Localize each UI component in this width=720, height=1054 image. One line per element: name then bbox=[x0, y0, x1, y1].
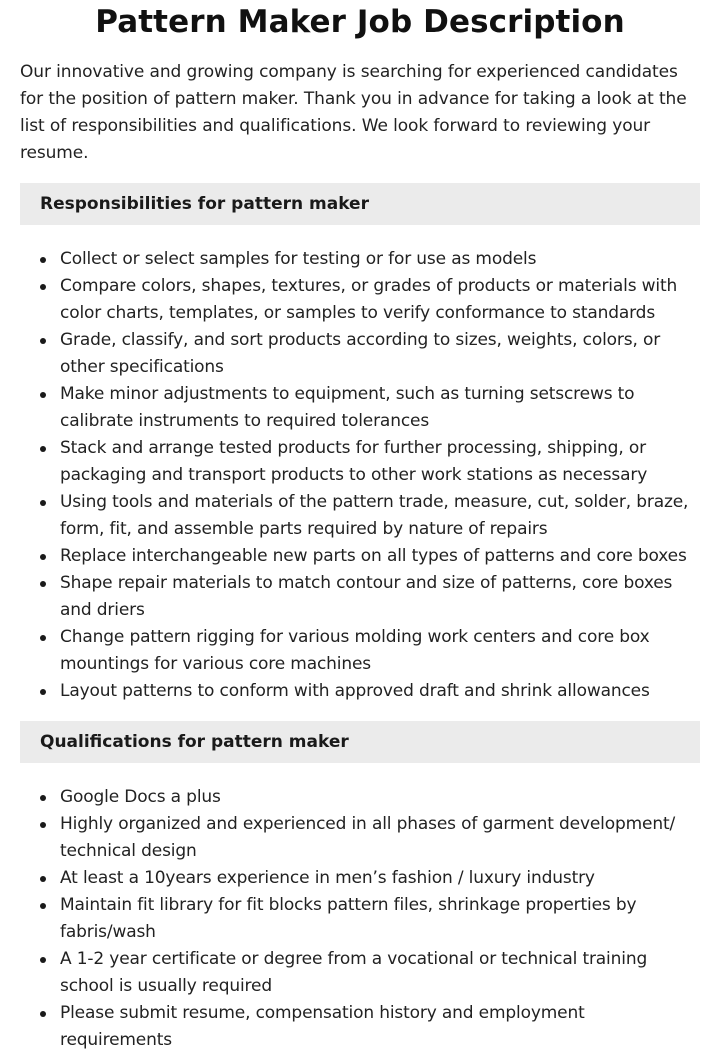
bullet-icon bbox=[40, 554, 46, 560]
list-item-text: A 1-2 year certificate or degree from a vocational or technical training school is usually required bbox=[60, 949, 648, 996]
list-item bbox=[60, 678, 700, 705]
bullet-icon bbox=[40, 446, 46, 452]
list-item bbox=[60, 570, 700, 624]
list-item-text: Using tools and materials of the pattern trade, measure, cut, solder, braze, form, fit, and assemble parts required by nature of repairs bbox=[60, 492, 689, 539]
bullet-icon bbox=[40, 822, 46, 828]
bullet-icon bbox=[40, 876, 46, 882]
list-item bbox=[60, 381, 700, 435]
list-item bbox=[60, 1000, 700, 1054]
list-item bbox=[60, 543, 700, 570]
page-title: Pattern Maker Job Description bbox=[95, 4, 625, 40]
list-item-text: Google Docs a plus bbox=[60, 787, 221, 807]
list-item bbox=[60, 865, 700, 892]
list-item-text: Shape repair materials to match contour and size of patterns, core boxes and driers bbox=[60, 573, 673, 620]
bullet-icon bbox=[40, 284, 46, 290]
list-item-text: Maintain fit library for fit blocks pattern files, shrinkage properties by fabris/wash bbox=[60, 895, 637, 942]
responsibilities-heading: Responsibilities for pattern maker bbox=[20, 183, 700, 225]
intro-paragraph: Our innovative and growing company is searching for experienced candidates for the position of pattern maker. Thank you in advance for taking a look at the list of responsibilities and qualifications. We look forward to reviewing your resume. bbox=[20, 62, 687, 163]
list-item-text: Compare colors, shapes, textures, or grades of products or materials with color charts, templates, or samples to verify conformance to standards bbox=[60, 276, 678, 323]
list-item bbox=[60, 811, 700, 865]
list-item bbox=[60, 489, 700, 543]
list-item-text: Replace interchangeable new parts on all types of patterns and core boxes bbox=[60, 546, 687, 566]
list-item-text: At least a 10years experience in men’s fashion / luxury industry bbox=[60, 868, 595, 888]
list-item-text: Please submit resume, compensation history and employment requirements bbox=[60, 1003, 585, 1050]
bullet-icon bbox=[40, 635, 46, 641]
bullet-icon bbox=[40, 392, 46, 398]
bullet-icon bbox=[40, 689, 46, 695]
list-item-text: Collect or select samples for testing or for use as models bbox=[60, 249, 537, 269]
list-item bbox=[60, 327, 700, 381]
qualifications-list bbox=[20, 784, 700, 1054]
list-item bbox=[60, 784, 700, 811]
list-item bbox=[60, 892, 700, 946]
bullet-icon bbox=[40, 795, 46, 801]
responsibilities-list bbox=[20, 246, 700, 705]
bullet-icon bbox=[40, 257, 46, 263]
bullet-icon bbox=[40, 500, 46, 506]
bullet-icon bbox=[40, 1011, 46, 1017]
list-item-text: Make minor adjustments to equipment, such as turning setscrews to calibrate instruments to required tolerances bbox=[60, 384, 635, 431]
list-item-text: Stack and arrange tested products for further processing, shipping, or packaging and transport products to other work stations as necessary bbox=[60, 438, 648, 485]
list-item-text: Grade, classify, and sort products according to sizes, weights, colors, or other specifications bbox=[60, 330, 661, 377]
bullet-icon bbox=[40, 338, 46, 344]
list-item bbox=[60, 435, 700, 489]
list-item-text: Change pattern rigging for various molding work centers and core box mountings for various core machines bbox=[60, 627, 650, 674]
bullet-icon bbox=[40, 581, 46, 587]
list-item-text: Layout patterns to conform with approved draft and shrink allowances bbox=[60, 681, 650, 701]
qualifications-heading: Qualifications for pattern maker bbox=[20, 721, 700, 763]
list-item bbox=[60, 946, 700, 1000]
bullet-icon bbox=[40, 903, 46, 909]
list-item bbox=[60, 624, 700, 678]
list-item bbox=[60, 273, 700, 327]
list-item bbox=[60, 246, 700, 273]
list-item-text: Highly organized and experienced in all phases of garment development/ technical design bbox=[60, 814, 676, 861]
bullet-icon bbox=[40, 957, 46, 963]
